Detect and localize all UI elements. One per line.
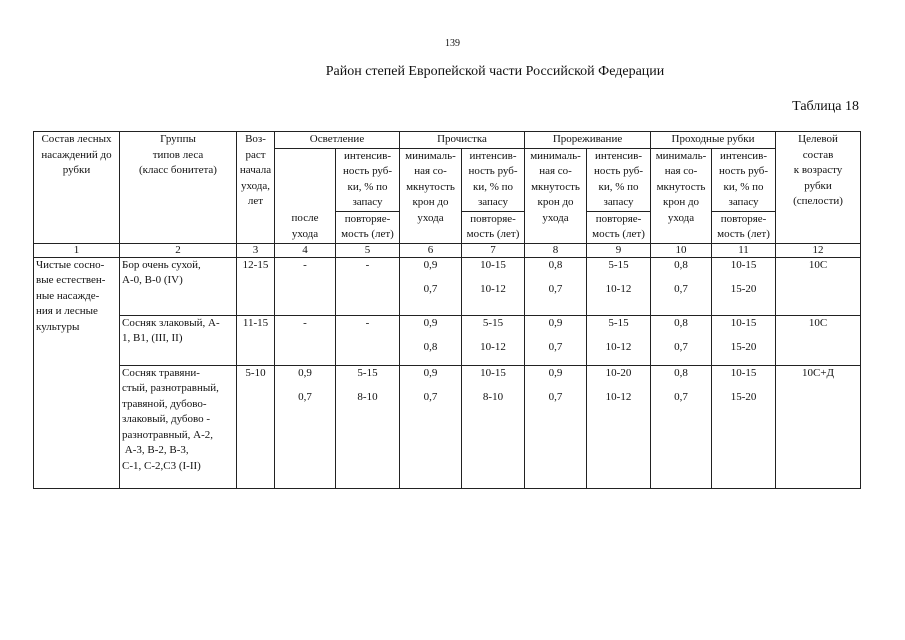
- cell-line: повторяе-: [344, 212, 391, 225]
- cell-line: 10-15: [480, 258, 506, 271]
- cell-line: 0,8: [548, 258, 563, 271]
- cell-line: мость (лет): [717, 228, 770, 240]
- header-prz-intensity: [587, 148, 651, 211]
- header-target-composition: [776, 132, 861, 244]
- cell-line: ухода,: [241, 179, 270, 192]
- column-number: 11: [712, 243, 776, 257]
- value-cell: [651, 257, 712, 315]
- page-number: 139: [445, 38, 460, 49]
- cell-line: 0,8: [674, 366, 688, 379]
- cell-line: ная со-: [664, 165, 698, 177]
- cell-line: ки, % по: [598, 180, 639, 193]
- value-cell: [712, 315, 776, 365]
- forest-group-cell: [120, 257, 237, 315]
- header-prochistka: Прочистка: [400, 132, 525, 149]
- column-number: 9: [587, 243, 651, 257]
- value-gap: [714, 331, 773, 340]
- composition-cell: [34, 257, 120, 489]
- value-gap: [527, 381, 584, 390]
- cell-line: минималь-: [405, 149, 456, 162]
- cell-line: ки, % по: [472, 180, 514, 193]
- column-number: 10: [651, 243, 712, 257]
- value-cell: [462, 315, 525, 365]
- cell-line: интенсив-: [469, 149, 517, 162]
- column-number: 12: [776, 243, 861, 257]
- cell-line: -: [365, 316, 370, 329]
- header-osv-intensity: [336, 148, 400, 211]
- cell-line: состав: [802, 148, 834, 161]
- cell-line: 10-12: [605, 283, 632, 295]
- cell-line: 0,7: [548, 283, 563, 295]
- cell-line: 0,8: [423, 341, 438, 353]
- cell-line: С-1, С-2,С3 (I-II): [122, 459, 201, 472]
- value-gap: [464, 331, 522, 340]
- cell-line: интенсив-: [344, 149, 391, 162]
- cell-line: 0,9: [298, 366, 312, 379]
- value-gap: [527, 273, 584, 282]
- cell-line: 10-12: [605, 391, 632, 403]
- cell-line: 10-12: [480, 283, 506, 295]
- target-composition-cell: 10С: [776, 315, 861, 365]
- value-gap: [653, 331, 709, 340]
- cell-line: 0,9: [423, 366, 438, 379]
- page-title: Район степей Европейской части Российской Федерации: [325, 64, 665, 79]
- value-cell: [712, 257, 776, 315]
- value-gap: [653, 381, 709, 390]
- cell-line: 0,7: [423, 391, 438, 403]
- cell-line: ность руб-: [593, 165, 644, 177]
- cell-line: насаждений до: [41, 148, 112, 161]
- cell-line: 0,7: [674, 391, 688, 403]
- value-cell: [525, 315, 587, 365]
- cell-line: рубки: [62, 164, 91, 176]
- cell-line: травяной, дубово-: [122, 397, 207, 410]
- value-cell: [336, 315, 400, 365]
- cell-line: мость (лет): [341, 228, 394, 240]
- cell-line: 0,7: [548, 391, 563, 403]
- cell-line: 0,9: [423, 316, 438, 329]
- cell-line: 0,9: [548, 366, 563, 379]
- cell-line: интенсив-: [720, 149, 768, 162]
- cell-line: ные насажде-: [36, 289, 100, 302]
- cell-line: ухода: [291, 227, 319, 240]
- value-cell: [525, 257, 587, 315]
- value-cell: [400, 315, 462, 365]
- header-prh-intensity: [712, 148, 776, 211]
- column-number: 1: [34, 243, 120, 257]
- value-gap: [653, 273, 709, 282]
- cell-line: мкнутость: [531, 180, 580, 193]
- value-gap: [464, 381, 522, 390]
- column-number: 6: [400, 243, 462, 257]
- value-gap: [527, 331, 584, 340]
- column-number: 3: [237, 243, 275, 257]
- cell-line: Сосняк злаковый, А-: [122, 316, 220, 329]
- cell-line: 0,7: [674, 341, 688, 353]
- cell-line: 1, В1, (III, II): [122, 332, 183, 344]
- value-cell: [462, 365, 525, 489]
- header-prz-min-density: [525, 148, 587, 243]
- cell-line: 8-10: [482, 391, 504, 403]
- column-number: 7: [462, 243, 525, 257]
- cell-line: 0,7: [298, 391, 312, 403]
- value-cell: [587, 257, 651, 315]
- cell-line: 10-12: [480, 341, 506, 353]
- forest-group-cell: [120, 315, 237, 365]
- cell-line: 0,9: [548, 316, 563, 329]
- value-gap: [338, 381, 397, 390]
- value-gap: [589, 331, 648, 340]
- header-osvetlenie: Осветление: [275, 132, 400, 149]
- cell-line: запасу: [352, 196, 383, 208]
- cell-line: А-3, В-2, В-3,: [122, 444, 189, 456]
- value-gap: [589, 273, 648, 282]
- cell-line: 10-20: [605, 366, 632, 379]
- start-age-cell: 5-10: [237, 365, 275, 489]
- cell-line: 5-15: [357, 366, 378, 379]
- cell-line: 10-15: [480, 366, 506, 379]
- value-cell: [525, 365, 587, 489]
- target-composition-cell: 10С+Д: [776, 365, 861, 489]
- forest-care-table: [33, 131, 861, 489]
- header-forest-groups: [120, 132, 237, 244]
- cell-line: разнотравный, А-2,: [122, 428, 214, 441]
- cell-line: после: [291, 212, 319, 224]
- cell-line: повторяе-: [595, 212, 642, 225]
- header-start-age: [237, 132, 275, 244]
- cell-line: Состав лесных: [41, 133, 112, 145]
- cell-line: ки, % по: [347, 180, 388, 193]
- cell-line: мость (лет): [466, 228, 520, 240]
- cell-line: ния и лесные: [36, 305, 98, 317]
- column-number: 2: [120, 243, 237, 257]
- value-gap: [402, 273, 459, 282]
- value-cell: [336, 365, 400, 489]
- cell-line: -: [303, 258, 307, 271]
- cell-line: запасу: [477, 196, 509, 208]
- cell-line: ухода: [542, 211, 569, 224]
- cell-line: Целевой: [798, 133, 838, 145]
- cell-line: 10-15: [730, 316, 757, 329]
- cell-line: ность руб-: [718, 165, 769, 177]
- cell-line: Бор очень сухой,: [122, 258, 201, 271]
- header-prh-min-density: [651, 148, 712, 243]
- cell-line: 5-15: [608, 316, 629, 329]
- value-gap: [402, 331, 459, 340]
- cell-line: 10-12: [605, 341, 632, 353]
- cell-line: стый, разнотравный,: [122, 382, 219, 394]
- cell-line: Чистые сосно-: [36, 258, 105, 271]
- cell-line: 15-20: [730, 283, 757, 295]
- cell-line: -: [303, 316, 307, 329]
- value-gap: [464, 273, 522, 282]
- header-prz-repeat: [587, 211, 651, 243]
- value-cell: [651, 365, 712, 489]
- header-osv-after: [275, 211, 336, 243]
- value-gap: [589, 381, 648, 390]
- header-prorezhivanie: Прореживание: [525, 132, 651, 149]
- cell-line: минималь-: [655, 149, 707, 162]
- cell-line: вые естествен-: [36, 274, 106, 286]
- cell-line: начала: [239, 164, 272, 176]
- cell-line: 15-20: [730, 341, 757, 353]
- start-age-cell: 11-15: [237, 315, 275, 365]
- cell-line: крон до: [412, 196, 449, 208]
- cell-line: к возрасту: [793, 164, 843, 176]
- cell-line: Сосняк травяни-: [122, 366, 200, 379]
- cell-line: минималь-: [530, 149, 581, 162]
- cell-line: ухода: [417, 211, 444, 224]
- cell-line: 5-15: [608, 258, 629, 271]
- cell-line: 0,7: [423, 283, 438, 295]
- header-pro-repeat: [462, 211, 525, 243]
- table-body: [34, 257, 861, 489]
- forest-group-cell: [120, 365, 237, 489]
- cell-line: Группы: [160, 133, 196, 145]
- value-cell: [336, 257, 400, 315]
- cell-line: запасу: [728, 196, 759, 208]
- cell-line: 5-15: [482, 316, 504, 329]
- value-cell: [462, 257, 525, 315]
- cell-line: 0,9: [423, 258, 438, 271]
- value-cell: [275, 365, 336, 489]
- start-age-cell: 12-15: [237, 257, 275, 315]
- header-osv-empty: [275, 148, 336, 211]
- table-label: Таблица 18: [792, 99, 859, 114]
- value-gap: [402, 381, 459, 390]
- cell-line: злаковый, дубово -: [122, 413, 211, 425]
- cell-line: типов леса: [152, 148, 204, 161]
- header-osv-repeat: [336, 211, 400, 243]
- cell-line: -: [365, 258, 370, 271]
- cell-line: А-0, В-0 (IV): [122, 274, 183, 286]
- cell-line: ки, % по: [723, 180, 764, 193]
- cell-line: (класс бонитета): [139, 164, 217, 176]
- target-composition-cell: 10С: [776, 257, 861, 315]
- cell-line: 0,8: [674, 316, 688, 329]
- cell-line: ухода: [667, 211, 695, 224]
- value-cell: [400, 365, 462, 489]
- cell-line: 10-15: [730, 258, 757, 271]
- cell-line: 0,7: [674, 283, 688, 295]
- cell-line: интенсив-: [595, 149, 642, 162]
- cell-line: лет: [247, 195, 264, 207]
- cell-line: (спелости): [793, 195, 843, 207]
- value-cell: [587, 315, 651, 365]
- cell-line: культуры: [36, 320, 80, 333]
- column-number: 4: [275, 243, 336, 257]
- cell-line: 10-15: [730, 366, 757, 379]
- header-pro-min-density: [400, 148, 462, 243]
- table-row: [34, 365, 861, 489]
- value-cell: [712, 365, 776, 489]
- cell-line: Воз-: [245, 133, 266, 145]
- value-gap: [277, 381, 333, 390]
- cell-line: ность руб-: [342, 165, 393, 177]
- cell-line: запасу: [603, 196, 634, 208]
- cell-line: ность руб-: [468, 165, 518, 177]
- cell-line: мкнутость: [656, 180, 706, 193]
- cell-line: ная со-: [539, 165, 572, 177]
- header-composition: [34, 132, 120, 244]
- value-gap: [714, 273, 773, 282]
- header-prh-repeat: [712, 211, 776, 243]
- cell-line: крон до: [537, 196, 574, 208]
- cell-line: мость (лет): [592, 228, 645, 240]
- cell-line: ная со-: [414, 165, 447, 177]
- column-number: 8: [525, 243, 587, 257]
- table-row: [34, 257, 861, 315]
- cell-line: повторяе-: [470, 212, 516, 225]
- column-number: 5: [336, 243, 400, 257]
- cell-line: 0,8: [674, 258, 688, 271]
- value-cell: [275, 257, 336, 315]
- value-cell: [400, 257, 462, 315]
- cell-line: раст: [245, 148, 266, 161]
- cell-line: 0,7: [548, 341, 563, 353]
- cell-line: повторяе-: [720, 212, 767, 225]
- header-prokhodnye: Проходные рубки: [651, 132, 776, 149]
- value-cell: [651, 315, 712, 365]
- cell-line: мкнутость: [406, 180, 455, 193]
- value-cell: [275, 315, 336, 365]
- cell-line: крон до: [662, 196, 700, 208]
- cell-line: рубки: [804, 179, 832, 192]
- value-cell: [587, 365, 651, 489]
- cell-line: 8-10: [357, 391, 378, 403]
- cell-line: 15-20: [730, 391, 757, 403]
- table-row: [34, 315, 861, 365]
- header-pro-intensity: [462, 148, 525, 211]
- value-gap: [714, 381, 773, 390]
- column-number-row: [34, 243, 861, 257]
